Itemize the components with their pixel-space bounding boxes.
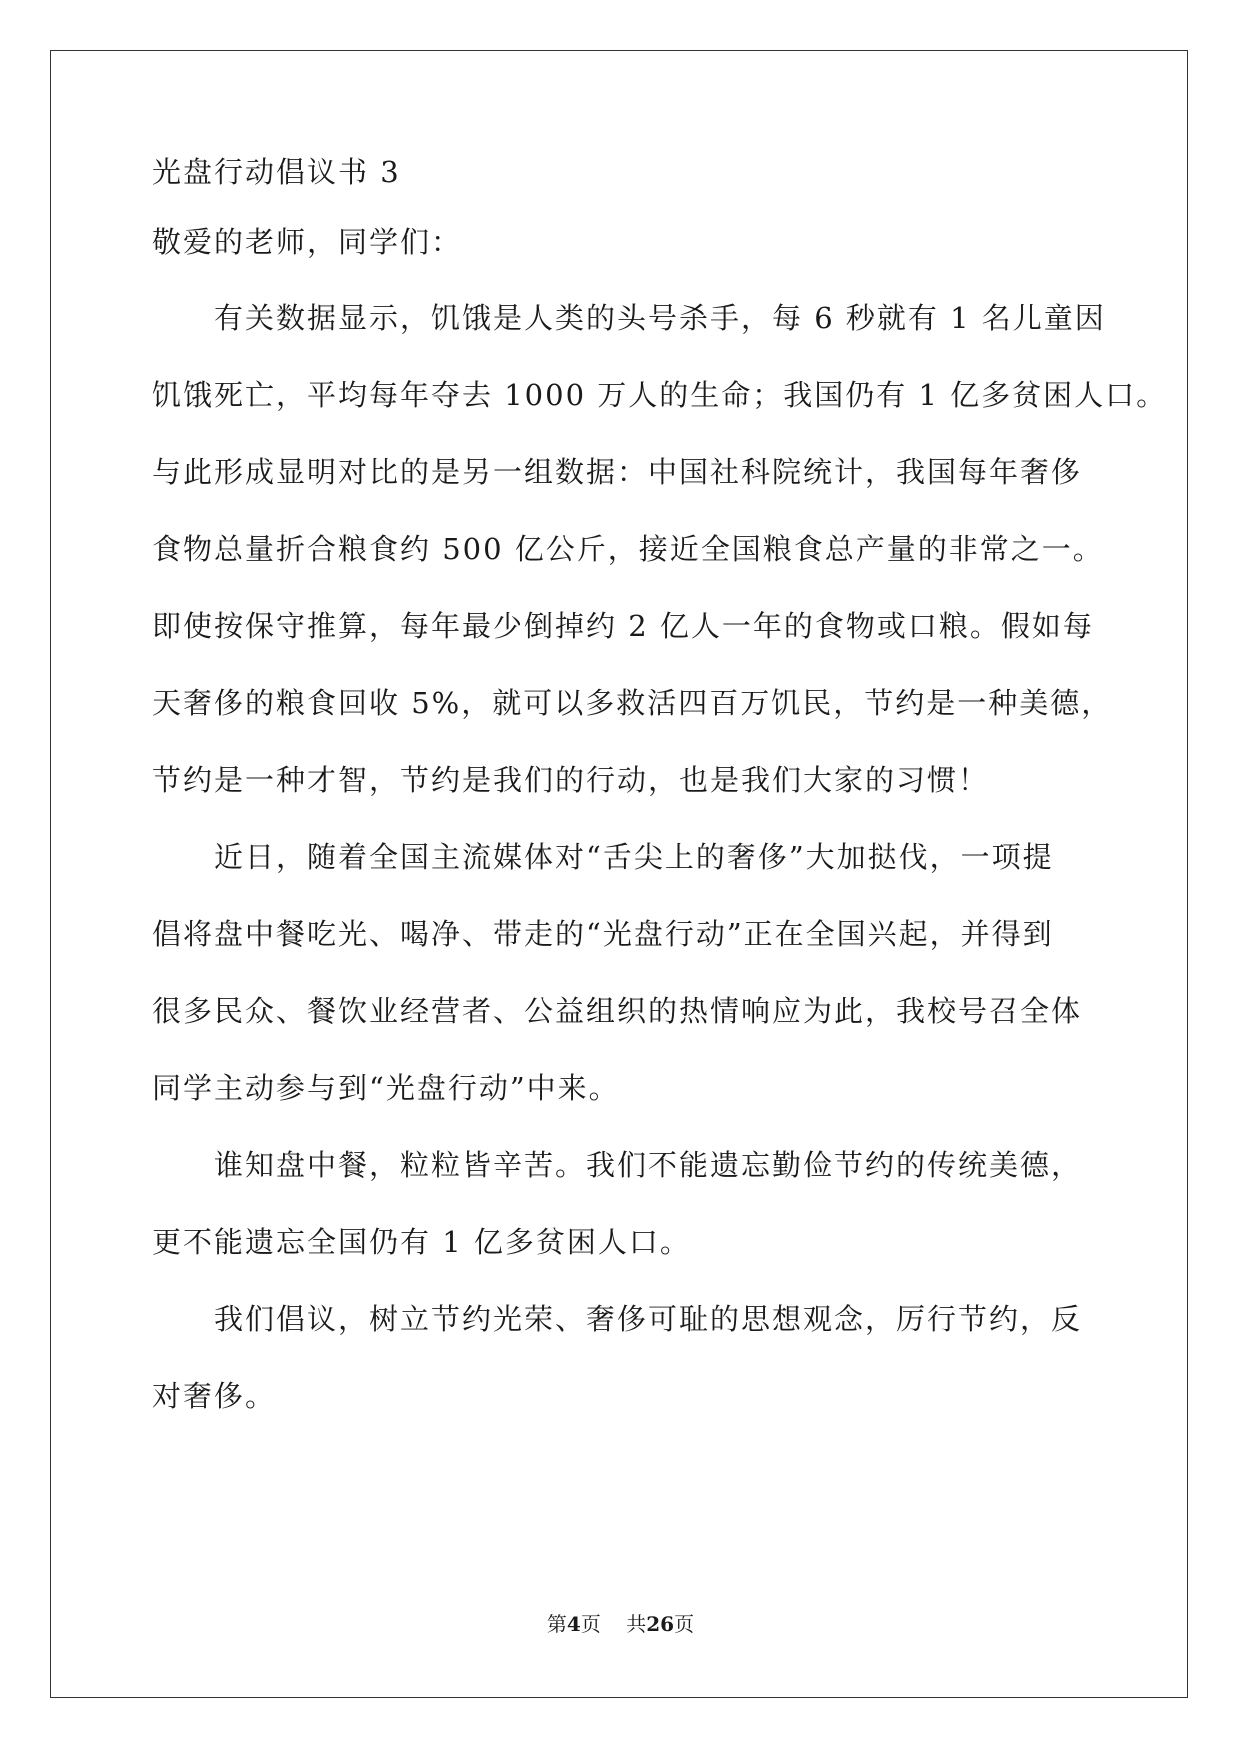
body-line: 有关数据显示，饥饿是人类的头号杀手，每 6 秒就有 1 名儿童因	[152, 301, 1106, 335]
salutation: 敬爱的老师，同学们：	[152, 225, 463, 259]
body-line: 同学主动参与到“光盘行动”中来。	[152, 1071, 620, 1105]
body-line: 更不能遗忘全国仍有 1 亿多贫困人口。	[152, 1225, 691, 1259]
body-line: 食物总量折合粮食约 500 亿公斤，接近全国粮食总产量的非常之一。	[152, 532, 1104, 566]
document-title: 光盘行动倡议书 3	[152, 155, 401, 189]
body-line: 倡将盘中餐吃光、喝净、带走的“光盘行动”正在全国兴起，并得到	[152, 917, 1054, 951]
body-line: 即使按保守推算，每年最少倒掉约 2 亿人一年的食物或口粮。假如每	[152, 609, 1094, 643]
body-line: 节约是一种才智，节约是我们的行动，也是我们大家的习惯！	[152, 763, 990, 797]
total-prefix: 共	[626, 1612, 647, 1636]
body-line: 近日，随着全国主流媒体对“舌尖上的奢侈”大加挞伐，一项提	[152, 840, 1054, 874]
page-suffix: 页	[580, 1612, 601, 1636]
body-line: 很多民众、餐饮业经营者、公益组织的热情响应为此，我校号召全体	[152, 994, 1083, 1028]
page-number: 4	[566, 1612, 581, 1636]
total-suffix: 页	[674, 1612, 695, 1636]
body-line: 谁知盘中餐，粒粒皆辛苦。我们不能遗忘勤俭节约的传统美德，	[152, 1148, 1083, 1182]
body-line: 与此形成显明对比的是另一组数据：中国社科院统计，我国每年奢侈	[152, 455, 1083, 489]
page-prefix: 第	[546, 1612, 567, 1636]
total-pages: 26	[646, 1612, 675, 1636]
body-line: 对奢侈。	[152, 1379, 277, 1413]
body-line: 饥饿死亡，平均每年夺去 1000 万人的生命；我国仍有 1 亿多贫困人口。	[152, 378, 1168, 412]
body-line: 天奢侈的粮食回收 5%，就可以多救活四百万饥民，节约是一种美德，	[152, 686, 1113, 720]
body-line: 我们倡议，树立节约光荣、奢侈可耻的思想观念，厉行节约，反	[152, 1302, 1083, 1336]
page-footer	[0, 1610, 1241, 1638]
